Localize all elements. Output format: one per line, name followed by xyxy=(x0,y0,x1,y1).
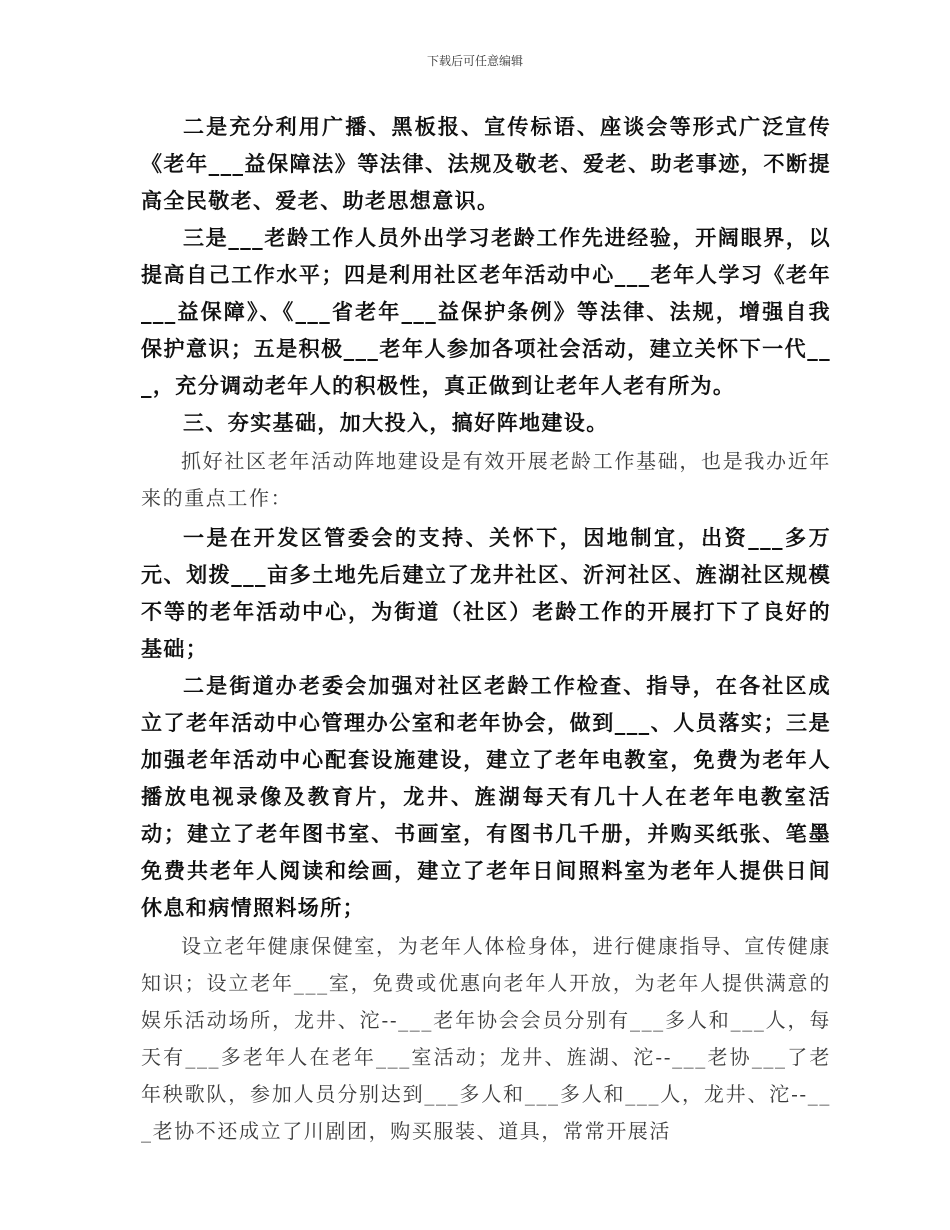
paragraph-publicity: 二是充分利用广播、黑板报、宣传标语、座谈会等形式广泛宣传《老年___益保障法》等法律、法规及敬老、爱老、助老事迹，不断提高全民敬老、爱老、助老思想意识。 xyxy=(141,114,831,213)
paragraph-training: 三是___老龄工作人员外出学习老龄工作先进经验，开阔眼界，以提高自己工作水平；四是利用社区老年活动中心___老年人学习《老年___益保障》、《___省老年___益保护条例》等法律、法规，增强自我保护意识；五是积极___老年人参加各项社会活动，建立关怀下一代___，充分调动老年人的积极性，真正做到让老年人老有所为。 xyxy=(141,225,831,398)
section-heading-infrastructure: 三、夯实基础，加大投入，搞好阵地建设。 xyxy=(183,410,609,435)
paragraph-health: 设立老年健康保健室，为老年人体检身体，进行健康指导、宣传健康知识；设立老年___室，免费或优惠向老年人开放，为老年人提供满意的娱乐活动场所，龙井、沱--___老年协会会员分别有___多人和___人，每天有___多老年人在老年___室活动；龙井、旌湖、沱--___老协___了老年秧歌队，参加人员分别达到___多人和___多人和___人，龙井、沱--___老协不还成立了川剧团，购买服装、道具，常常开展活 xyxy=(141,934,831,1143)
paragraph-activity-centers: 一是在开发区管委会的支持、关怀下，因地制宜，出资___多万元、划拨___亩多土地先后建立了龙井社区、沂河社区、旌湖社区规模不等的老年活动中心，为街道（社区）老龄工作的开展打下了良好的基础； xyxy=(141,525,831,661)
page-header: 下载后可任意编辑 xyxy=(426,54,523,68)
document-body xyxy=(141,108,831,1150)
paragraph-facilities: 二是街道办老委会加强对社区老龄工作检查、指导，在各社区成立了老年活动中心管理办公室和老年协会，做到___、人员落实；三是加强老年活动中心配套设施建设，建立了老年电教室，免费为老年人播放电视录像及教育片，龙井、旌湖每天有几十人在老年电教室活动；建立了老年图书室、书画室，有图书几千册，并购买纸张、笔墨免费共老年人阅读和绘画，建立了老年日间照料室为老年人提供日间休息和病情照料场所； xyxy=(141,673,831,920)
paragraph-intro: 抓好社区老年活动阵地建设是有效开展老龄工作基础，也是我办近年来的重点工作： xyxy=(141,449,831,510)
